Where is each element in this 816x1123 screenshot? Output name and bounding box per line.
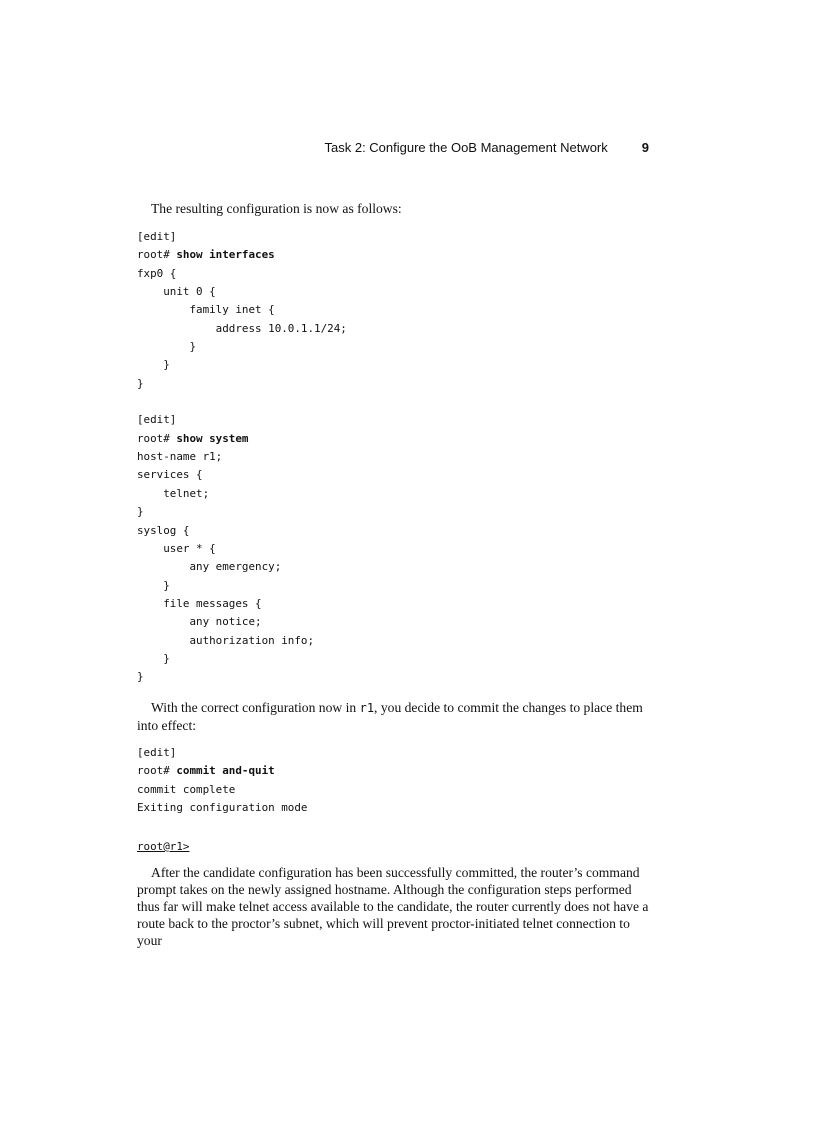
prompt-listing	[137, 838, 189, 856]
code-command: show system	[176, 431, 249, 445]
commit-text-after: , you decide to commit the changes to place them into effect:	[137, 700, 643, 733]
code-line	[137, 448, 347, 466]
page-number: 9	[641, 140, 649, 155]
code-line	[137, 522, 347, 540]
config-listing	[137, 228, 347, 687]
code-command: show interfaces	[176, 248, 275, 262]
code-text: }	[137, 651, 170, 665]
code-line	[137, 744, 307, 762]
running-head-title: Task 2: Configure the OoB Management Network	[324, 140, 608, 155]
code-line	[137, 762, 307, 780]
code-line	[137, 632, 347, 650]
closing-text: After the candidate configuration has been successfully committed, the router’s command prompt takes on the newly assigned hostname. Although the configuration steps performed thus far will make telnet access available to the candidate, the router currently does not have a route back to the proctor’s subnet, which will prevent proctor-initiated telnet connection to your	[137, 865, 649, 948]
code-line	[137, 228, 347, 246]
router-prompt: root@r1>	[137, 840, 190, 853]
code-text: file messages {	[137, 596, 262, 610]
closing-paragraph	[137, 864, 649, 949]
code-text: root#	[137, 431, 177, 445]
code-text: fxp0 {	[137, 266, 177, 280]
code-text: any notice;	[137, 615, 262, 629]
code-text: }	[137, 670, 144, 684]
code-line	[137, 338, 347, 356]
code-line	[137, 503, 347, 521]
code-text: user * {	[137, 541, 216, 555]
code-text: }	[137, 358, 170, 372]
code-text: commit complete	[137, 782, 236, 796]
code-line	[137, 485, 347, 503]
commit-text-before: With the correct configuration now in	[151, 700, 360, 715]
code-line	[137, 650, 347, 668]
code-text: }	[137, 376, 144, 390]
code-line	[137, 411, 347, 429]
code-line	[137, 246, 347, 264]
code-text: syslog {	[137, 523, 190, 537]
code-text: [edit]	[137, 230, 177, 243]
code-line	[137, 466, 347, 484]
code-line	[137, 265, 347, 283]
code-text: root#	[137, 764, 177, 778]
code-text: any emergency;	[137, 560, 282, 574]
router-name: r1	[359, 701, 375, 715]
code-line	[137, 613, 347, 631]
code-text: telnet;	[137, 486, 210, 500]
code-text: }	[137, 340, 197, 354]
code-text: family inet {	[137, 303, 275, 317]
code-line	[137, 430, 347, 448]
intro-text: The resulting configuration is now as follows:	[151, 201, 402, 216]
code-line	[137, 595, 347, 613]
code-line	[137, 540, 347, 558]
code-command: commit and-quit	[176, 764, 275, 778]
code-line	[137, 393, 347, 411]
code-line	[137, 799, 307, 817]
code-text: root#	[137, 248, 177, 262]
code-line	[137, 668, 347, 686]
code-line	[137, 558, 347, 576]
code-line	[137, 301, 347, 319]
code-text: }	[137, 578, 170, 592]
code-line	[137, 781, 307, 799]
code-text: }	[137, 505, 144, 519]
code-text: services {	[137, 468, 203, 482]
code-text: [edit]	[137, 413, 177, 427]
code-line	[137, 375, 347, 393]
intro-paragraph	[137, 200, 649, 217]
code-text: [edit]	[137, 746, 177, 759]
commit-paragraph	[137, 699, 649, 734]
code-line	[137, 356, 347, 374]
code-line	[137, 283, 347, 301]
code-text: authorization info;	[137, 633, 315, 647]
commit-listing	[137, 744, 307, 817]
running-head	[0, 140, 649, 155]
code-line	[137, 320, 347, 338]
code-text: address 10.0.1.1/24;	[137, 321, 347, 335]
code-text: host-name r1;	[137, 450, 223, 464]
code-line	[137, 577, 347, 595]
code-text: unit 0 {	[137, 285, 216, 299]
code-text: Exiting configuration mode	[137, 801, 308, 815]
